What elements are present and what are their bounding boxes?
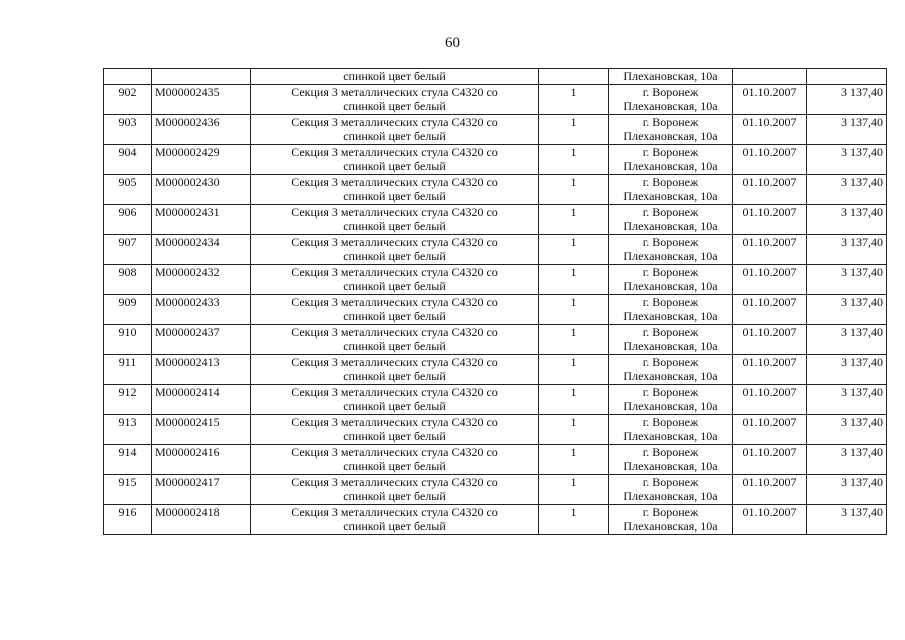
item-name-line-1: Секция 3 металлических стула С4320 со [291, 295, 498, 309]
cell-amount [807, 325, 887, 355]
cell-number [104, 355, 152, 385]
cell-date [733, 85, 807, 115]
date: 01.10.2007 [742, 355, 797, 369]
table-row [104, 265, 887, 295]
cell-quantity [539, 175, 609, 205]
location-line-2: Плехановская, 10а [623, 279, 718, 293]
item-name-line-1: Секция 3 металлических стула С4320 со [291, 415, 498, 429]
inventory-code: М000002417 [155, 475, 220, 489]
quantity: 1 [570, 85, 577, 99]
cell-location [609, 385, 733, 415]
cell-number [104, 475, 152, 505]
table-row [104, 235, 887, 265]
cell-quantity [539, 355, 609, 385]
cell-amount [807, 475, 887, 505]
row-number: 905 [118, 175, 137, 189]
cell-amount [807, 85, 887, 115]
quantity: 1 [570, 355, 577, 369]
row-number: 908 [118, 265, 137, 279]
cell-quantity [539, 475, 609, 505]
cell-inventory-code [152, 355, 251, 385]
cell-quantity [539, 415, 609, 445]
cell-quantity [539, 385, 609, 415]
row-number: 914 [118, 445, 137, 459]
quantity: 1 [570, 385, 577, 399]
cell-location [609, 115, 733, 145]
amount: 3 137,40 [841, 445, 883, 459]
cell-item-name [251, 205, 539, 235]
date: 01.10.2007 [742, 475, 797, 489]
quantity: 1 [570, 475, 577, 489]
cell-location [609, 265, 733, 295]
cell-date [733, 505, 807, 535]
cell-amount [807, 295, 887, 325]
cell-quantity [539, 325, 609, 355]
cell-inventory-code [152, 69, 251, 85]
table-row [104, 115, 887, 145]
cell-quantity [539, 205, 609, 235]
cell-number [104, 175, 152, 205]
date: 01.10.2007 [742, 265, 797, 279]
table-row [104, 415, 887, 445]
cell-item-name [251, 235, 539, 265]
amount: 3 137,40 [841, 475, 883, 489]
cell-location [609, 85, 733, 115]
cell-quantity [539, 85, 609, 115]
amount: 3 137,40 [841, 385, 883, 399]
cell-number [104, 415, 152, 445]
item-name-line-1: Секция 3 металлических стула С4320 со [291, 505, 498, 519]
cell-inventory-code [152, 175, 251, 205]
cell-quantity [539, 115, 609, 145]
cell-number [104, 235, 152, 265]
amount: 3 137,40 [841, 235, 883, 249]
cell-date [733, 265, 807, 295]
cell-item-name [251, 355, 539, 385]
cell-item-name [251, 505, 539, 535]
location-line-1: г. Воронеж [642, 235, 699, 249]
cell-number [104, 385, 152, 415]
date: 01.10.2007 [742, 505, 797, 519]
table-row [104, 295, 887, 325]
cell-item-name [251, 115, 539, 145]
item-name-line-2: спинкой цвет белый [343, 249, 446, 263]
cell-inventory-code [152, 235, 251, 265]
amount: 3 137,40 [841, 175, 883, 189]
quantity: 1 [570, 445, 577, 459]
cell-item-name [251, 295, 539, 325]
location-line-2: Плехановская, 10а [623, 429, 718, 443]
cell-amount [807, 115, 887, 145]
table-row [104, 175, 887, 205]
row-number: 916 [118, 505, 137, 519]
inventory-code: М000002436 [155, 115, 220, 129]
quantity: 1 [570, 295, 577, 309]
quantity: 1 [570, 505, 577, 519]
amount: 3 137,40 [841, 415, 883, 429]
table-row [104, 205, 887, 235]
inventory-code: М000002430 [155, 175, 220, 189]
location-line-2: Плехановская, 10а [623, 129, 718, 143]
amount: 3 137,40 [841, 85, 883, 99]
quantity: 1 [570, 145, 577, 159]
location-line-1: г. Воронеж [642, 475, 699, 489]
cell-location [609, 475, 733, 505]
location-line-2: Плехановская, 10а [623, 369, 718, 383]
cell-quantity [539, 69, 609, 85]
cell-amount [807, 505, 887, 535]
date: 01.10.2007 [742, 415, 797, 429]
cell-amount [807, 145, 887, 175]
item-name-line-1: Секция 3 металлических стула С4320 со [291, 385, 498, 399]
item-name-line-2: спинкой цвет белый [343, 459, 446, 473]
cell-location [609, 175, 733, 205]
quantity: 1 [570, 325, 577, 339]
location-line-2: Плехановская, 10а [623, 189, 718, 203]
cell-location [609, 295, 733, 325]
cell-quantity [539, 295, 609, 325]
inventory-code: М000002431 [155, 205, 220, 219]
cell-inventory-code [152, 475, 251, 505]
cell-inventory-code [152, 325, 251, 355]
cell-number [104, 85, 152, 115]
cell-amount [807, 265, 887, 295]
cell-date [733, 175, 807, 205]
amount: 3 137,40 [841, 115, 883, 129]
cell-item-name [251, 145, 539, 175]
inventory-code: М000002434 [155, 235, 220, 249]
quantity: 1 [570, 415, 577, 429]
cell-location [609, 445, 733, 475]
item-name-line-2: спинкой цвет белый [343, 309, 446, 323]
row-number: 909 [118, 295, 137, 309]
item-name-line-1: Секция 3 металлических стула С4320 со [291, 85, 498, 99]
amount: 3 137,40 [841, 325, 883, 339]
cell-inventory-code [152, 85, 251, 115]
date: 01.10.2007 [742, 295, 797, 309]
table-row [104, 445, 887, 475]
cell-inventory-code [152, 265, 251, 295]
row-number: 911 [118, 355, 137, 369]
location-line-2: Плехановская, 10а [623, 219, 718, 233]
row-number: 913 [118, 415, 137, 429]
row-number: 910 [118, 325, 137, 339]
cell-quantity [539, 235, 609, 265]
item-name-line-2: спинкой цвет белый [343, 489, 446, 503]
amount: 3 137,40 [841, 205, 883, 219]
date: 01.10.2007 [742, 445, 797, 459]
location-line-1: г. Воронеж [642, 325, 699, 339]
item-name-line-1: Секция 3 металлических стула С4320 со [291, 235, 498, 249]
cell-number [104, 115, 152, 145]
cell-date [733, 235, 807, 265]
row-number: 915 [118, 475, 137, 489]
cell-date [733, 475, 807, 505]
cell-location [609, 415, 733, 445]
location-line-2: Плехановская, 10а [623, 489, 718, 503]
cell-quantity [539, 145, 609, 175]
table-row [104, 145, 887, 175]
cell-item-name [251, 475, 539, 505]
cell-location [609, 355, 733, 385]
cell-item-name [251, 85, 539, 115]
cell-inventory-code [152, 145, 251, 175]
amount: 3 137,40 [841, 505, 883, 519]
cell-location [609, 205, 733, 235]
item-name-line-1: Секция 3 металлических стула С4320 со [291, 205, 498, 219]
location-line-2: Плехановская, 10а [623, 159, 718, 173]
cell-date [733, 145, 807, 175]
cell-number [104, 295, 152, 325]
date: 01.10.2007 [742, 175, 797, 189]
cell-location: Плехановская, 10а [609, 69, 733, 85]
cell-inventory-code [152, 115, 251, 145]
cell-location [609, 145, 733, 175]
inventory-code: М000002437 [155, 325, 220, 339]
quantity: 1 [570, 205, 577, 219]
inventory-table [103, 68, 887, 535]
cell-amount [807, 355, 887, 385]
cell-number [104, 265, 152, 295]
inventory-code: М000002432 [155, 265, 220, 279]
cell-number [104, 325, 152, 355]
amount: 3 137,40 [841, 265, 883, 279]
cell-number [104, 445, 152, 475]
cell-date [733, 205, 807, 235]
item-name-line-1: Секция 3 металлических стула С4320 со [291, 445, 498, 459]
date: 01.10.2007 [742, 385, 797, 399]
cell-location [609, 505, 733, 535]
location-line-1: г. Воронеж [642, 265, 699, 279]
table-row [104, 355, 887, 385]
item-name-line-1: Секция 3 металлических стула С4320 со [291, 265, 498, 279]
item-name-line-1: Секция 3 металлических стула С4320 со [291, 325, 498, 339]
location-line-2: Плехановская, 10а [623, 249, 718, 263]
item-name-line-2: спинкой цвет белый [343, 129, 446, 143]
cell-date [733, 415, 807, 445]
location-line-2: Плехановская, 10а [623, 99, 718, 113]
item-name-line-2: спинкой цвет белый [343, 99, 446, 113]
cell-number [104, 205, 152, 235]
cell-item-name [251, 325, 539, 355]
table-row [104, 475, 887, 505]
cell-inventory-code [152, 205, 251, 235]
cell-date [733, 355, 807, 385]
cell-date [733, 445, 807, 475]
location-line-1: г. Воронеж [642, 295, 699, 309]
cell-date [733, 69, 807, 85]
item-name-line-2: спинкой цвет белый [343, 279, 446, 293]
cell-quantity [539, 265, 609, 295]
item-name-line-2: спинкой цвет белый [343, 429, 446, 443]
cell-item-name [251, 265, 539, 295]
inventory-code: М000002418 [155, 505, 220, 519]
inventory-code: М000002416 [155, 445, 220, 459]
date: 01.10.2007 [742, 85, 797, 99]
location-line-2: Плехановская, 10а [623, 399, 718, 413]
cell-item-name [251, 175, 539, 205]
cell-inventory-code [152, 295, 251, 325]
amount: 3 137,40 [841, 295, 883, 309]
item-name-line-2: спинкой цвет белый [343, 369, 446, 383]
cell-inventory-code [152, 385, 251, 415]
location-line-1: г. Воронеж [642, 505, 699, 519]
location-line-1: г. Воронеж [642, 385, 699, 399]
cell-date [733, 385, 807, 415]
cell-amount [807, 205, 887, 235]
cell-amount [807, 69, 887, 85]
date: 01.10.2007 [742, 145, 797, 159]
location-line-2: Плехановская, 10а [623, 519, 718, 533]
cell-amount [807, 175, 887, 205]
row-number: 904 [118, 145, 137, 159]
inventory-code: М000002435 [155, 85, 220, 99]
date: 01.10.2007 [742, 235, 797, 249]
item-name-line-1: Секция 3 металлических стула С4320 со [291, 115, 498, 129]
cell-item-name: спинкой цвет белый [251, 69, 539, 85]
row-number: 907 [118, 235, 137, 249]
row-number: 912 [118, 385, 137, 399]
page-number: 60 [445, 35, 460, 51]
item-name-line-2: спинкой цвет белый [343, 399, 446, 413]
row-number: 906 [118, 205, 137, 219]
location-line-1: г. Воронеж [642, 145, 699, 159]
date: 01.10.2007 [742, 115, 797, 129]
inventory-code: М000002433 [155, 295, 220, 309]
row-number: 903 [118, 115, 137, 129]
table-row [104, 385, 887, 415]
location-line-1: г. Воронеж [642, 175, 699, 189]
table-row [104, 85, 887, 115]
date: 01.10.2007 [742, 325, 797, 339]
row-number: 902 [118, 85, 137, 99]
inventory-code: М000002414 [155, 385, 220, 399]
item-name-line-1: Секция 3 металлических стула С4320 со [291, 145, 498, 159]
item-name-line-1: Секция 3 металлических стула С4320 со [291, 175, 498, 189]
quantity: 1 [570, 115, 577, 129]
item-name-line-2: спинкой цвет белый [343, 189, 446, 203]
item-name-line-2: спинкой цвет белый [343, 339, 446, 353]
location-line-1: г. Воронеж [642, 355, 699, 369]
amount: 3 137,40 [841, 355, 883, 369]
cell-amount [807, 415, 887, 445]
quantity: 1 [570, 265, 577, 279]
location-line-2: Плехановская, 10а [623, 309, 718, 323]
cell-date [733, 295, 807, 325]
inventory-code: М000002415 [155, 415, 220, 429]
location-line-2: Плехановская, 10а [623, 459, 718, 473]
cell-item-name [251, 445, 539, 475]
cell-number [104, 505, 152, 535]
amount: 3 137,40 [841, 145, 883, 159]
location-line-1: г. Воронеж [642, 85, 699, 99]
cell-location [609, 325, 733, 355]
cell-amount [807, 445, 887, 475]
cell-amount [807, 385, 887, 415]
quantity: 1 [570, 235, 577, 249]
cell-number [104, 145, 152, 175]
location-line-1: г. Воронеж [642, 115, 699, 129]
item-name-line-2: спинкой цвет белый [343, 219, 446, 233]
cell-inventory-code [152, 415, 251, 445]
cell-location [609, 235, 733, 265]
cell-inventory-code [152, 445, 251, 475]
item-name-line-2: спинкой цвет белый [343, 519, 446, 533]
cell-number [104, 69, 152, 85]
inventory-code: М000002429 [155, 145, 220, 159]
item-name-line-1: Секция 3 металлических стула С4320 со [291, 355, 498, 369]
cell-date [733, 115, 807, 145]
inventory-code: М000002413 [155, 355, 220, 369]
continuation-row [104, 69, 887, 85]
cell-quantity [539, 505, 609, 535]
table-row [104, 325, 887, 355]
cell-item-name [251, 385, 539, 415]
item-name-line-1: Секция 3 металлических стула С4320 со [291, 475, 498, 489]
item-name-line-2: спинкой цвет белый [343, 159, 446, 173]
location-line-2: Плехановская, 10а [623, 339, 718, 353]
cell-amount [807, 235, 887, 265]
cell-inventory-code [152, 505, 251, 535]
cell-item-name [251, 415, 539, 445]
cell-date [733, 325, 807, 355]
location-line-1: г. Воронеж [642, 205, 699, 219]
table-row [104, 505, 887, 535]
date: 01.10.2007 [742, 205, 797, 219]
cell-quantity [539, 445, 609, 475]
location-line-1: г. Воронеж [642, 445, 699, 459]
quantity: 1 [570, 175, 577, 189]
location-line-1: г. Воронеж [642, 415, 699, 429]
